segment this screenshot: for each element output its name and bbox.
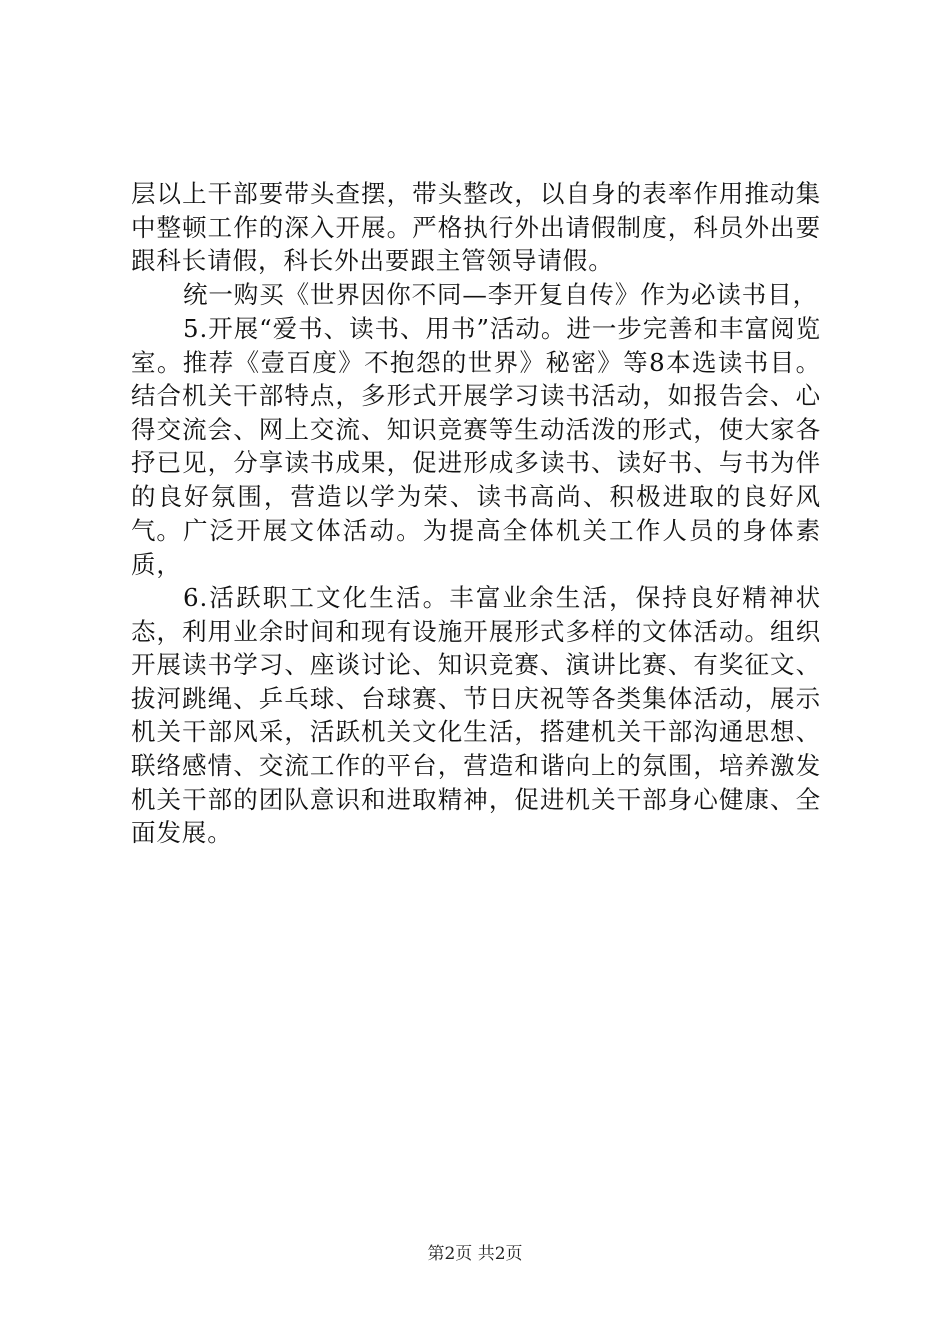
page-number-footer: 第2页 共2页 [427,1244,523,1264]
paragraph-required-reading: 统一购买《世界因你不同—李开复自传》作为必读书目， [183,280,818,309]
paragraph-reading-activity: 5.开展“爱书、读书、用书”活动。进一步完善和丰富阅览室。推荐《壹百度》不抱怨的世界》秘密》等8本选读书目。结合机关干部特点，多形式开展学习读书活动，如报告会、心得交流会、网上交流、知识竞赛等生动活泼的形式，使大家各抒已见，分享读书成果，促进形成多读书、读好书、与书为伴的良好氛围，营造以学为荣、读书高尚、积极进取的良好风气。 [131,314,821,545]
paragraph-leave-policy: 层以上干部要带头查摆，带头整改，以自身的表率作用推动集中整顿工作的深入开展。严格执行外出请假制度，科员外出要跟科长请假，科长外出要跟主管领导请假。 [131,179,821,276]
paragraph-cultural-life: 6.活跃职工文化生活。丰富业余生活，保持良好精神状态，利用业余时间和现有设施开展形式多样的文体活动。组织开展读书学习、座谈讨论、知识竞赛、演讲比赛、有奖征文、拔河跳绳、乒乓球、台球赛、节日庆祝等各类集体活动，展示机关干部风采，活跃机关文化生活，搭建机关干部沟通思想、联络感情、交流工作的平台，营造和谐向上的氛围，培养激发机关干部的团队意识和进取精神，促进机关干部身心健康、全面发展。 [131,583,821,848]
paragraph-sports-activity: 广泛开展文体活动。为提高全体机关工作人员的身体素质， [131,516,821,579]
